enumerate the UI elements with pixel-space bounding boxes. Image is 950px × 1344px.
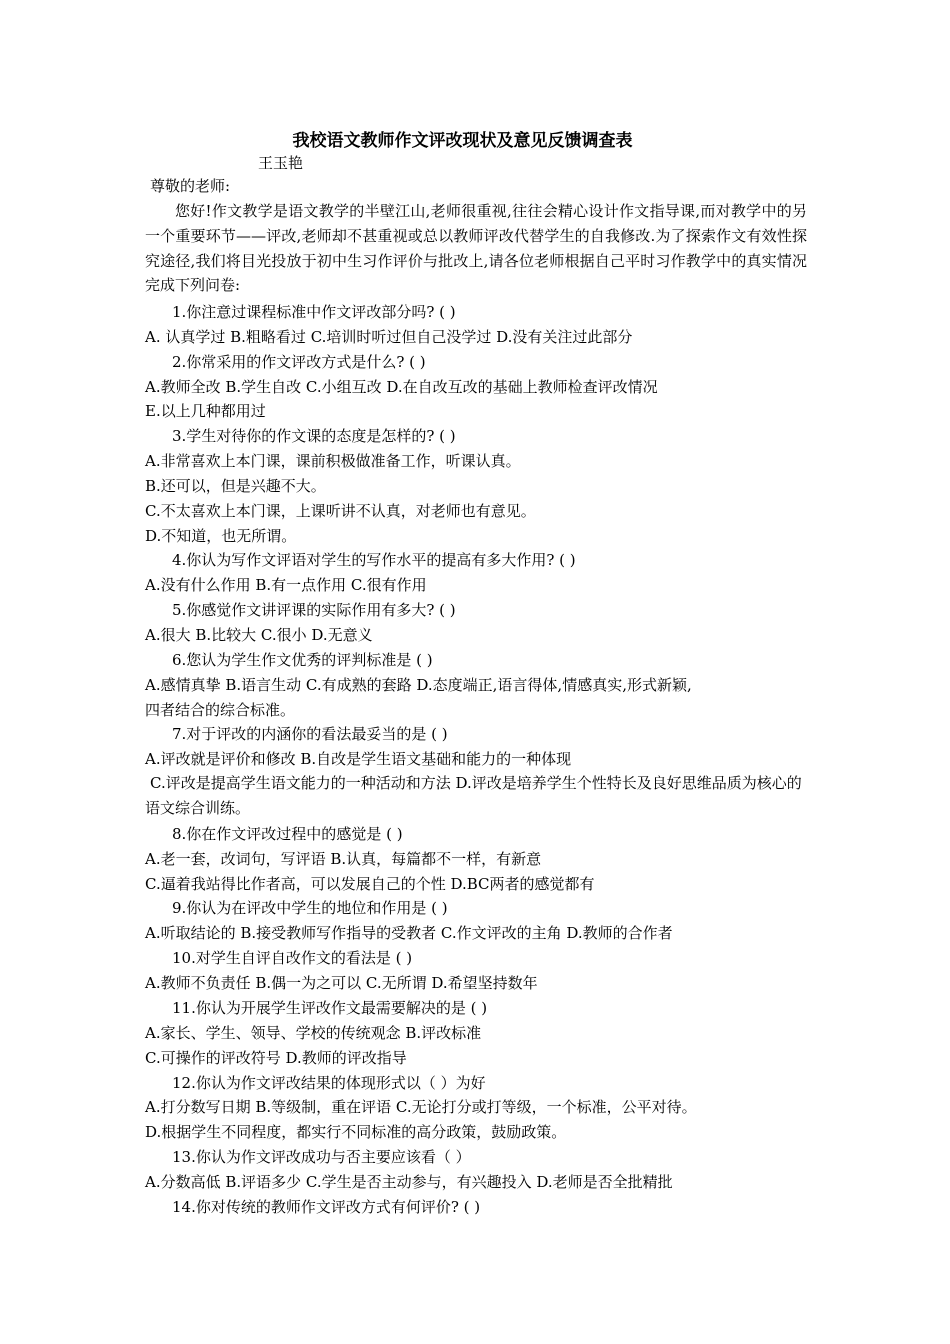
question-12-options-cont: D.根据学生不同程度，都实行不同标准的高分政策，鼓励政策。 xyxy=(145,1123,567,1141)
question-7-options: A.评改就是评价和修改 B.自改是学生语文基础和能力的一种体现 xyxy=(145,750,572,768)
question-13: 13.你认为作文评改成功与否主要应该看（ ） xyxy=(172,1148,471,1166)
question-5: 5.你感觉作文讲评课的实际作用有多大? ( ) xyxy=(172,601,456,619)
question-2-options-cont: E.以上几种都用过 xyxy=(145,402,266,420)
question-2: 2.你常采用的作文评改方式是什么? ( ) xyxy=(172,353,426,371)
question-9-options: A.听取结论的 B.接受教师写作指导的受教者 C.作文评改的主角 D.教师的合作者 xyxy=(145,924,673,942)
question-8-options-cont: C.逼着我站得比作者高，可以发展自己的个性 D.BC两者的感觉都有 xyxy=(145,875,595,893)
question-5-options: A.很大 B.比较大 C.很小 D.无意义 xyxy=(145,626,373,644)
question-8: 8.你在作文评改过程中的感觉是 ( ) xyxy=(172,825,403,843)
question-12-options: A.打分数写日期 B.等级制，重在评语 C.无论打分或打等级，一个标准，公平对待。 xyxy=(145,1098,697,1116)
author-name: 王玉艳 xyxy=(258,154,304,172)
question-1: 1.你注意过课程标准中作文评改部分吗? ( ) xyxy=(172,303,456,321)
question-1-options: A. 认真学过 B.粗略看过 C.培训时听过但自己没学过 D.没有关注过此部分 xyxy=(145,328,633,346)
question-12: 12.你认为作文评改结果的体现形式以（ ）为好 xyxy=(172,1074,486,1092)
question-11-options-cont: C.可操作的评改符号 D.教师的评改指导 xyxy=(145,1049,407,1067)
question-14: 14.你对传统的教师作文评改方式有何评价? ( ) xyxy=(172,1198,481,1216)
question-11-options: A.家长、学生、领导、学校的传统观念 B.评改标准 xyxy=(145,1024,482,1042)
document-title: 我校语文教师作文评改现状及意见反馈调查表 xyxy=(292,131,633,151)
question-3: 3.学生对待你的作文课的态度是怎样的? ( ) xyxy=(172,427,456,445)
question-4-options: A.没有什么作用 B.有一点作用 C.很有作用 xyxy=(145,576,427,594)
question-6: 6.您认为学生作文优秀的评判标准是 ( ) xyxy=(172,651,433,669)
question-13-options: A.分数高低 B.评语多少 C.学生是否主动参与，有兴趣投入 D.老师是否全批精批 xyxy=(145,1173,673,1191)
question-8-options: A.老一套，改词句，写评语 B.认真，每篇都不一样，有新意 xyxy=(145,850,542,868)
question-10-options: A.教师不负责任 B.偶一为之可以 C.无所谓 D.希望坚持数年 xyxy=(145,974,538,992)
question-6-options-cont: 四者结合的综合标准。 xyxy=(145,701,296,719)
intro-paragraph: 您好!作文教学是语文教学的半壁江山,老师很重视,往往会精心设计作文指导课,而对教学中的另一个重要环节——评改,老师却不甚重视或总以教师评改代替学生的自我修改.为了探索作文有效性探究途径,我们将目光投放于初中生习作评价与批改上,请各位老师根据自己平时习作教学中的真实情况完成下列问卷: xyxy=(145,202,807,295)
question-3-option-b: B.还可以，但是兴趣不大。 xyxy=(145,477,326,495)
question-3-option-a: A.非常喜欢上本门课，课前积极做准备工作，听课认真。 xyxy=(145,452,521,470)
question-4: 4.你认为写作文评语对学生的写作水平的提高有多大作用? ( ) xyxy=(172,551,576,569)
question-10: 10.对学生自评自改作文的看法是 ( ) xyxy=(172,949,413,967)
question-7: 7.对于评改的内涵你的看法最妥当的是 ( ) xyxy=(172,725,448,743)
question-9: 9.你认为在评改中学生的地位和作用是 ( ) xyxy=(172,899,448,917)
question-3-option-c: C.不太喜欢上本门课，上课听讲不认真，对老师也有意见。 xyxy=(145,502,536,520)
question-3-option-d: D.不知道，也无所谓。 xyxy=(145,527,297,545)
question-6-options: A.感情真挚 B.语言生动 C.有成熟的套路 D.态度端正,语言得体,情感真实,形式新颖, xyxy=(145,676,692,694)
question-7-options-cont: C.评改是提高学生语文能力的一种活动和方法 D.评改是培养学生个性特长及良好思维品质为核心的语文综合训练。 xyxy=(145,774,802,817)
question-11: 11.你认为开展学生评改作文最需要解决的是 ( ) xyxy=(172,999,488,1017)
greeting: 尊敬的老师: xyxy=(150,177,231,195)
question-2-options: A.教师全改 B.学生自改 C.小组互改 D.在自改互改的基础上教师检查评改情况 xyxy=(145,378,658,396)
